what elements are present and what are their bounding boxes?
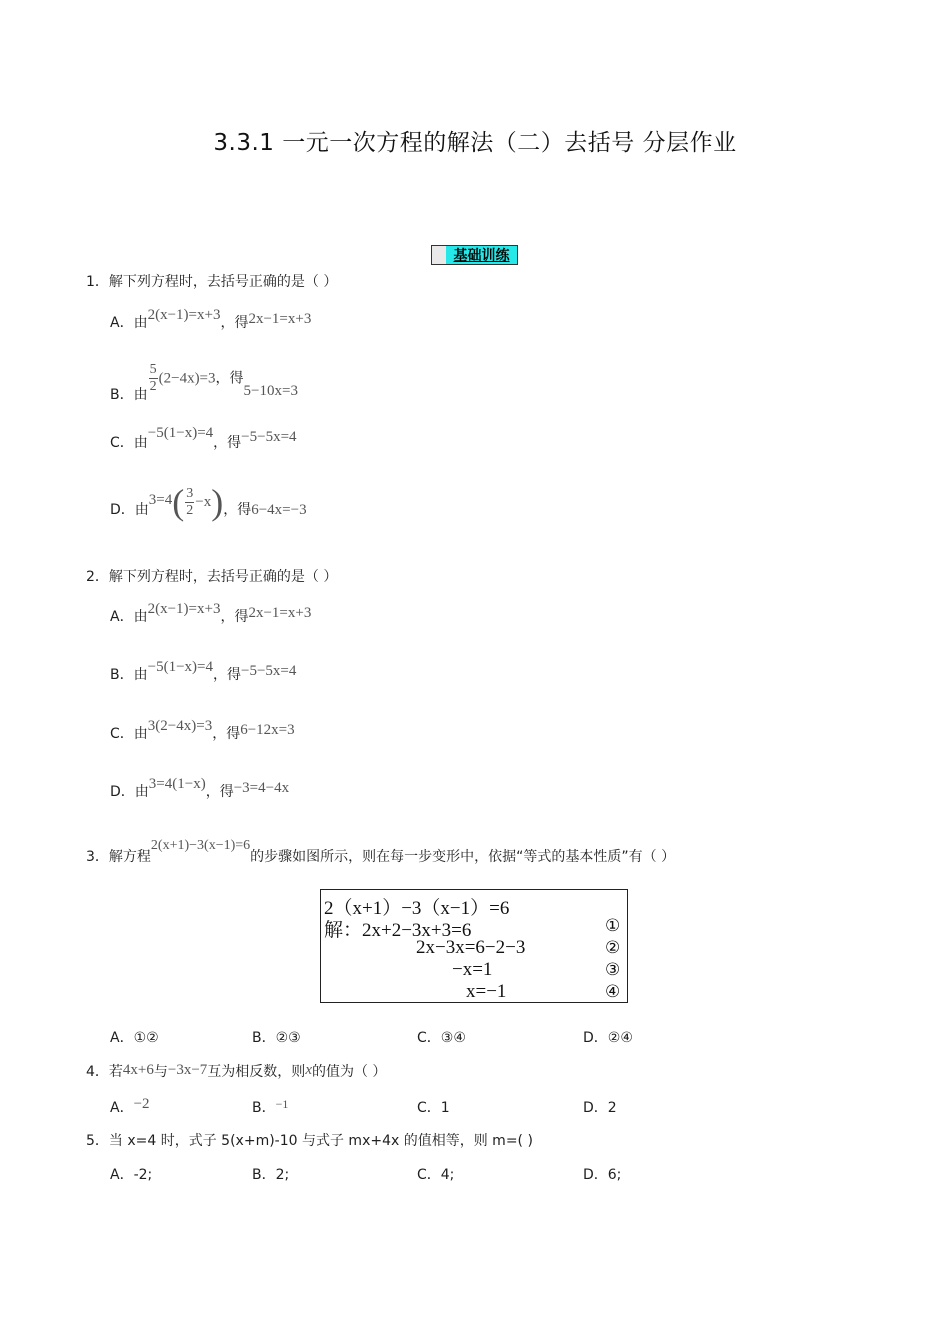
question-3-stem xyxy=(86,838,676,866)
q1-a-eq2: 2x−1=x+3 xyxy=(248,311,312,327)
q4-option-d xyxy=(583,1097,617,1117)
q3-stem-eq: 2(x+1)−3(x−1)=6 xyxy=(150,838,251,853)
q2-d-label: D．由 xyxy=(110,784,149,800)
q1-b-fraction xyxy=(149,362,158,395)
q1-d-frac-den: 2 xyxy=(186,502,194,518)
q2-a-label: A．由 xyxy=(110,609,148,625)
step-line-3: −x=1 xyxy=(452,959,493,980)
q5-option-a: A．-2; xyxy=(110,1167,153,1183)
q1-option-c xyxy=(110,425,297,452)
q3-stem-post: 的步骤如图所示，则在每一步变形中，依据“等式的基本性质”有（ ） xyxy=(250,849,676,865)
q1-option-a xyxy=(110,307,312,332)
question-5-stem: 5．当 x=4 时，式子 5(x+m)-10 与式子 mx+4x 的值相等，则 m=( ) xyxy=(86,1133,533,1149)
q2-c-eq2: 6−12x=3 xyxy=(240,722,295,738)
step-line-1: 解：2x+2−3x+3=6 xyxy=(324,920,472,941)
q1-c-mid: ，得 xyxy=(213,435,242,451)
page-title: 3.3.1 一元一次方程的解法（二）去括号 分层作业 xyxy=(213,130,737,156)
question-4-stem xyxy=(86,1061,386,1081)
q2-option-b xyxy=(110,659,297,684)
q2-a-mid: ，得 xyxy=(220,609,249,625)
q1-c-eq1: −5(1−x)=4 xyxy=(147,425,214,441)
q1-b-frac-den: 2 xyxy=(149,379,157,394)
q1-d-paren-close: ) xyxy=(211,482,224,522)
q5-option-b: B．2; xyxy=(252,1167,290,1183)
q4-eq1: 4x+6 xyxy=(122,1062,154,1078)
q4-stem-post: 的值为（ ） xyxy=(311,1064,387,1080)
step-mark-3: ③ xyxy=(605,960,621,980)
q1-c-eq2: −5−5x=4 xyxy=(241,429,297,445)
step-mark-4: ④ xyxy=(605,982,621,1002)
solution-steps-box xyxy=(320,889,628,1003)
step-mark-1: ① xyxy=(605,916,621,936)
q2-a-eq1: 2(x−1)=x+3 xyxy=(147,601,221,617)
q1-b-mid: ，得 xyxy=(215,370,244,387)
q1-option-b xyxy=(110,362,298,403)
q4-stem-pre: 4．若 xyxy=(86,1064,123,1080)
q1-a-label: A．由 xyxy=(110,315,148,331)
q1-b-label: B．由 xyxy=(110,386,148,403)
section-badge xyxy=(431,245,518,265)
q3-stem-pre: 3．解方程 xyxy=(86,849,151,865)
q4-stem-mid: 互为相反数，则 xyxy=(207,1064,306,1080)
q3-option-b: B．②③ xyxy=(252,1030,301,1046)
q4-eq2: −3x−7 xyxy=(167,1062,208,1078)
q3-option-c: C．③④ xyxy=(417,1030,466,1046)
q4-d-value: 2 xyxy=(607,1100,617,1116)
q1-a-mid: ，得 xyxy=(220,315,249,331)
step-mark-2: ② xyxy=(605,938,621,958)
q4-option-c xyxy=(417,1097,450,1117)
q2-option-c xyxy=(110,718,295,743)
step-line-2: 2x−3x=6−2−3 xyxy=(416,937,526,958)
q4-option-a xyxy=(110,1097,150,1117)
q2-c-label: C．由 xyxy=(110,726,148,742)
q1-d-eq1-pre: 3=4 xyxy=(148,492,173,508)
q2-b-eq2: −5−5x=4 xyxy=(240,663,297,679)
q1-d-eq2: 6−4x=−3 xyxy=(251,502,307,518)
q4-c-value: 1 xyxy=(440,1100,450,1116)
q2-c-mid: ，得 xyxy=(212,726,241,742)
q3-option-a: A．①② xyxy=(110,1030,159,1046)
q1-option-d xyxy=(110,484,307,520)
section-badge-label: 基础训练 xyxy=(453,248,510,264)
q4-c-label: C． xyxy=(417,1100,441,1116)
q2-d-eq2: −3=4−4x xyxy=(233,780,290,796)
q1-b-eq1-rest: (2−4x)=3 xyxy=(158,370,216,387)
question-2-stem: 2．解下列方程时，去括号正确的是（ ） xyxy=(86,569,338,585)
q2-option-a xyxy=(110,601,312,626)
q1-b-frac-num: 5 xyxy=(149,362,157,377)
q1-d-paren-open: ( xyxy=(172,482,185,522)
q1-c-label: C．由 xyxy=(110,435,148,451)
q1-d-fraction xyxy=(185,486,194,519)
q2-d-eq1: 3=4(1−x) xyxy=(148,776,206,792)
q1-d-mid: ，得 xyxy=(223,502,252,518)
q2-d-mid: ，得 xyxy=(205,784,234,800)
q2-a-eq2: 2x−1=x+3 xyxy=(248,605,312,621)
q4-b-value: −1 xyxy=(275,1097,289,1111)
q1-d-label: D．由 xyxy=(110,502,149,518)
q4-a-value: −2 xyxy=(133,1096,150,1112)
q2-b-eq1: −5(1−x)=4 xyxy=(147,659,213,675)
q1-d-frac-num: 3 xyxy=(186,485,194,501)
q4-b-label: B． xyxy=(252,1100,276,1116)
q5-option-d: D．6; xyxy=(583,1167,622,1183)
q1-b-eq2: 5−10x=3 xyxy=(243,382,298,399)
q2-b-mid: ，得 xyxy=(212,667,241,683)
q4-with: 与 xyxy=(153,1064,168,1080)
q2-b-label: B．由 xyxy=(110,667,148,683)
step-line-4: x=−1 xyxy=(466,981,507,1002)
q5-option-c: C．4; xyxy=(417,1167,455,1183)
q3-option-d: D．②④ xyxy=(583,1030,633,1046)
q2-c-eq1: 3(2−4x)=3 xyxy=(147,718,213,734)
q4-d-label: D． xyxy=(583,1100,608,1116)
q1-d-eq1-post: −x xyxy=(195,494,212,510)
step-line-0: 2（x+1）−3（x−1）=6 xyxy=(324,898,510,919)
q2-option-d xyxy=(110,776,290,801)
q4-a-label: A． xyxy=(110,1100,134,1116)
q4-var: x xyxy=(305,1062,312,1078)
q4-option-b xyxy=(252,1097,288,1117)
question-1-stem: 1．解下列方程时，去括号正确的是（ ） xyxy=(86,274,338,290)
q1-a-eq1: 2(x−1)=x+3 xyxy=(147,307,221,323)
